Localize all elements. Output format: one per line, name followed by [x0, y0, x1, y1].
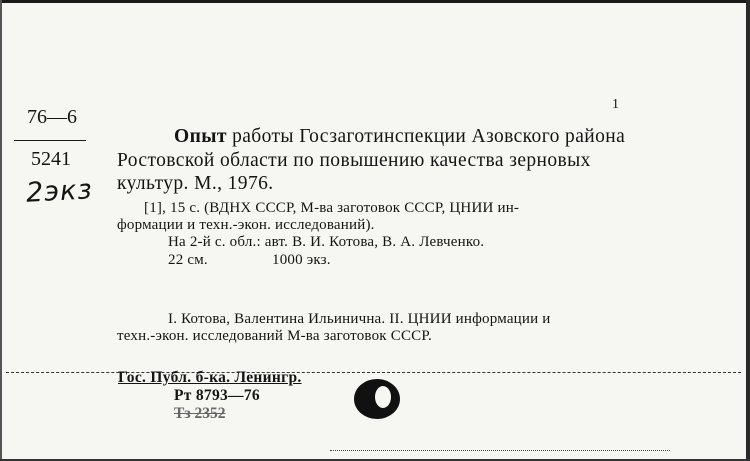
- card-top-edge: [0, 0, 750, 3]
- bottom-dotted-divider: [330, 450, 670, 451]
- accession-number: 5241: [31, 148, 71, 170]
- tracing-line-1: I. Котова, Валентина Ильинична. II. ЦНИИ информации и: [168, 311, 551, 327]
- printer-imprint: Гос. Публ. б-ка. Ленингр.: [118, 369, 302, 386]
- tracing-line-2: техн.-экон. исследований М-ва заготовок СССР.: [117, 328, 432, 344]
- handwritten-copies-note: 2экз: [25, 174, 94, 209]
- edition-count: 1000 экз.: [272, 252, 331, 268]
- shelf-mark-rule: [14, 140, 86, 141]
- print-order-number: Рт 8793—76: [174, 387, 260, 404]
- title-line-2: Ростовской области по повышению качества зерновых: [117, 150, 591, 171]
- notes-line: На 2-й с. обл.: авт. В. И. Котова, В. А. Левченко.: [168, 234, 485, 250]
- card-right-edge: [746, 0, 750, 461]
- size-value: 22 см.: [168, 252, 208, 268]
- shelf-mark: 76—6: [27, 106, 77, 128]
- card-left-edge: [0, 0, 2, 461]
- title-line-1-rest: работы Госзаготинспекции Азовского района: [226, 126, 626, 147]
- punch-hole-icon: [352, 378, 402, 420]
- print-order-number-2: Тз 2352: [174, 405, 226, 422]
- tick-mark: 1: [612, 97, 619, 112]
- title-line-1: [174, 126, 625, 148]
- title-line-3: культур. М., 1976.: [117, 173, 274, 194]
- dashed-divider: [6, 372, 741, 373]
- collation-line-2: формации и техн.-экон. исследований).: [117, 217, 375, 233]
- collation-line-1: [1], 15 с. (ВДНХ СССР, М-ва заготовок СССР, ЦНИИ ин-: [144, 200, 520, 216]
- title-keyword: Опыт: [174, 126, 227, 147]
